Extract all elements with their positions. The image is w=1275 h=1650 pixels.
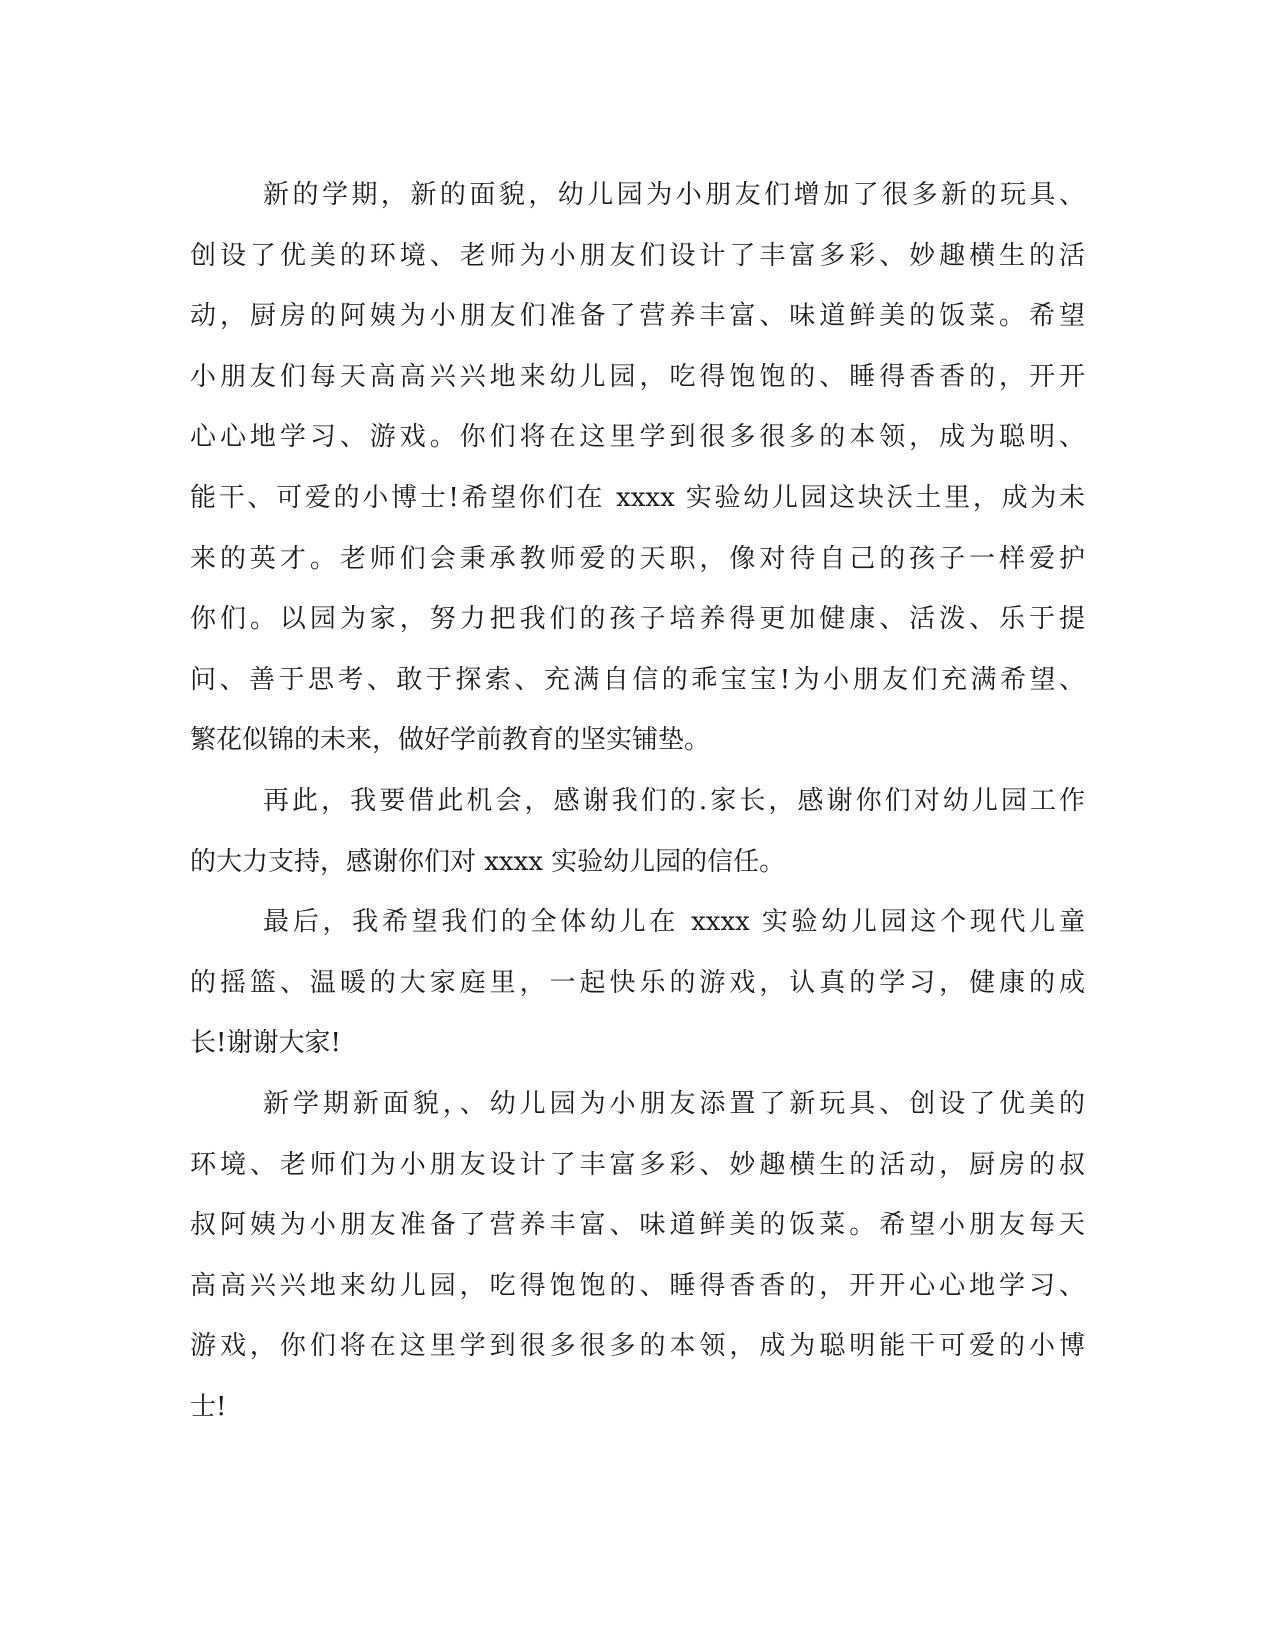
paragraph-line: 创设了优美的环境、老师为小朋友们设计了丰富多彩、妙趣横生的活 — [190, 240, 1085, 271]
paragraph-line: 高高兴兴地来幼儿园，吃得饱饱的、睡得香香的，开开心心地学习、 — [190, 1270, 1085, 1301]
paragraph-line: 士! — [190, 1391, 227, 1422]
paragraph-line: 的大力支持，感谢你们对 xxxx 实验幼儿园的信任。 — [190, 846, 786, 877]
paragraph-line: 你们。以园为家，努力把我们的孩子培养得更加健康、活泼、乐于提 — [190, 604, 1085, 635]
paragraph-line: 小朋友们每天高高兴兴地来幼儿园，吃得饱饱的、睡得香香的，开开 — [190, 361, 1085, 392]
paragraph-line: 繁花似锦的未来，做好学前教育的坚实铺垫。 — [190, 725, 711, 756]
paragraph-line: 游戏，你们将在这里学到很多很多的本领，成为聪明能干可爱的小博 — [190, 1331, 1085, 1362]
paragraph-line: 新的学期，新的面貌，幼儿园为小朋友们增加了很多新的玩具、 — [263, 180, 1085, 210]
paragraph-line: 能干、可爱的小博士!希望你们在 xxxx 实验幼儿园这块沃土里，成为未 — [190, 482, 1085, 513]
paragraph-line: 问、善于思考、敢于探索、充满自信的乖宝宝!为小朋友们充满希望、 — [190, 664, 1085, 695]
paragraph-line: 来的英才。老师们会秉承教师爱的天职，像对待自己的孩子一样爱护 — [190, 543, 1085, 574]
document-body — [190, 165, 1085, 1437]
paragraph-line: 最后，我希望我们的全体幼儿在 xxxx 实验幼儿园这个现代儿童 — [263, 907, 1085, 938]
paragraph-line: 叔阿姨为小朋友准备了营养丰富、味道鲜美的饭菜。希望小朋友每天 — [190, 1210, 1085, 1241]
paragraph-line: 动，厨房的阿姨为小朋友们准备了营养丰富、味道鲜美的饭菜。希望 — [190, 301, 1085, 332]
paragraph-line: 再此，我要借此机会，感谢我们的.家长，感谢你们对幼儿园工作 — [263, 785, 1085, 816]
paragraph-line: 环境、老师们为小朋友设计了丰富多彩、妙趣横生的活动，厨房的叔 — [190, 1149, 1085, 1180]
paragraph-line: 心心地学习、游戏。你们将在这里学到很多很多的本领，成为聪明、 — [190, 422, 1085, 453]
paragraph-1 — [190, 165, 1085, 771]
paragraph-2 — [190, 771, 1085, 892]
paragraph-4 — [190, 1074, 1085, 1438]
paragraph-line: 的摇篮、温暖的大家庭里，一起快乐的游戏，认真的学习，健康的成 — [190, 967, 1085, 998]
paragraph-line: 长!谢谢大家! — [190, 1028, 341, 1059]
paragraph-3 — [190, 892, 1085, 1074]
paragraph-line: 新学期新面貌，、幼儿园为小朋友添置了新玩具、创设了优美的 — [263, 1088, 1085, 1119]
